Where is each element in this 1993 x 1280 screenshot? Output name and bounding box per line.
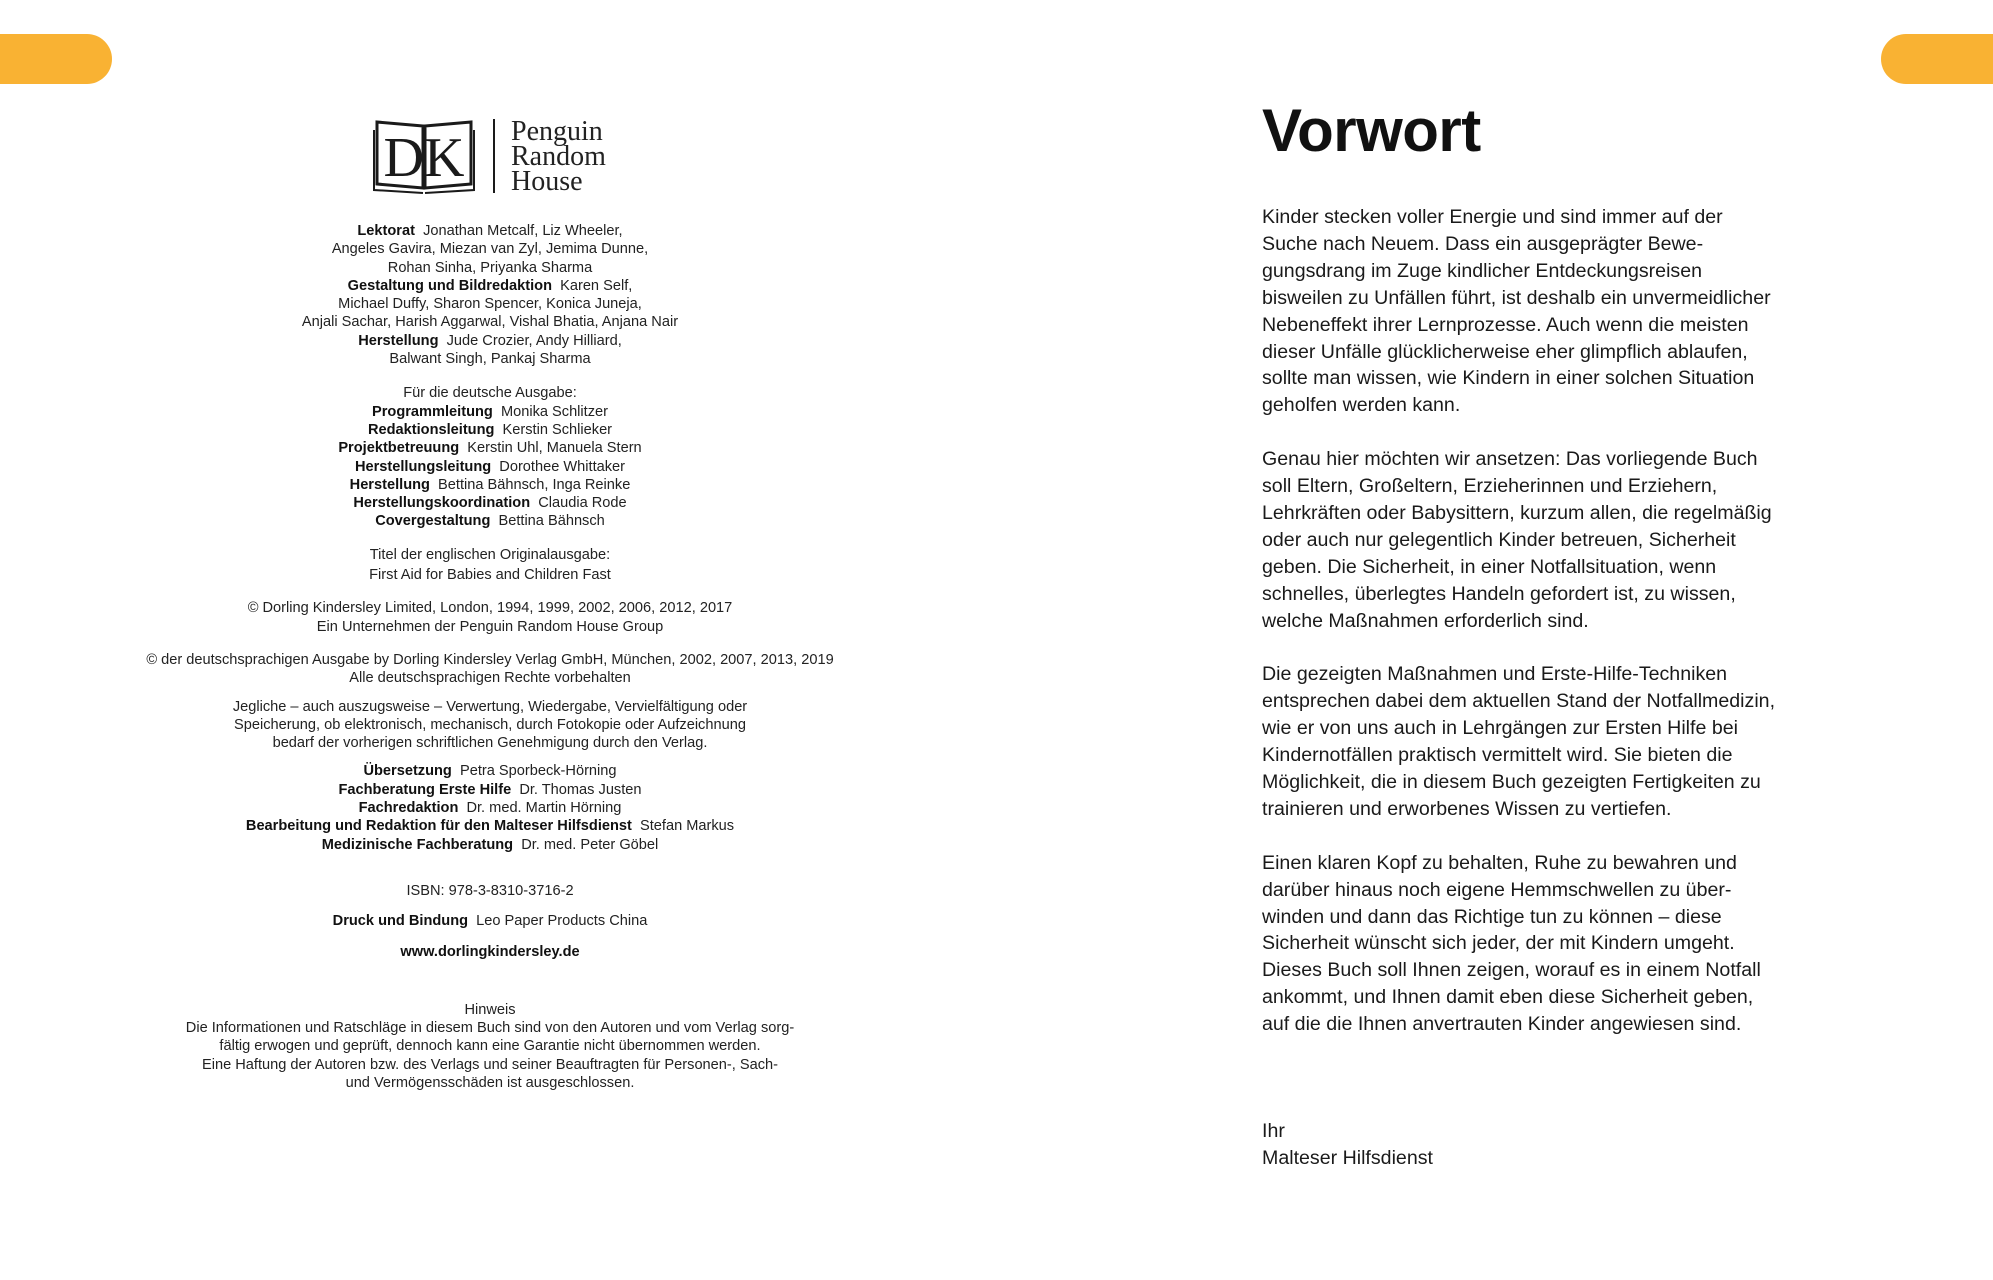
credit-label: Redaktionsleitung (367, 421, 495, 438)
notice-line: fältig erwogen und geprüft, dennoch kann eine Garantie nicht übernommen werden. (219, 1038, 761, 1055)
credit-text: Dorothee Whittaker (499, 458, 626, 475)
copyright-de: © der deutschsprachigen Ausgabe by Dorling Kindersley Verlag GmbH, München, 2002, 2007, 2013, 2019 (146, 651, 834, 668)
credit-label: Programmleitung (372, 403, 493, 420)
credit-label: Fachredaktion (358, 800, 459, 817)
credit-label: Herstellung (358, 332, 439, 349)
notice-line: Eine Haftung der Autoren bzw. des Verlags und seiner Beauftragten für Personen-, Sach- (202, 1056, 778, 1073)
publisher-line: House (511, 165, 583, 197)
credit-line (130, 259, 850, 277)
rights-line: Jegliche – auch auszugsweise – Verwertung, Wiedergabe, Vervielfältigung oder (232, 698, 748, 715)
credit-label: Medizinische Fachberatung (321, 836, 514, 853)
credit-line (130, 332, 850, 350)
credit-line (130, 277, 850, 295)
credit-line (130, 781, 850, 799)
signoff-greeting: Ihr (1262, 1120, 1285, 1142)
logo-divider (493, 119, 495, 193)
credit-text: Monika Schlitzer (500, 403, 608, 420)
rights-line: Speicherung, ob elektronisch, mechanisch, durch Fotokopie oder Aufzeichnung (234, 716, 746, 733)
credit-label: Fachberatung Erste Hilfe (338, 781, 512, 798)
credit-label: Herstellungskoordination (353, 495, 531, 512)
notice-line: und Vermögensschäden ist ausgeschlossen. (345, 1074, 635, 1091)
credit-line (130, 421, 850, 439)
credit-text: Rohan Sinha, Priyanka Sharma (387, 259, 593, 276)
credit-line (130, 313, 850, 331)
imprint-block (130, 222, 850, 1092)
credit-line (130, 512, 850, 530)
dk-book-logo-icon (373, 118, 475, 194)
credit-line (130, 295, 850, 313)
foreword-body (1262, 204, 1782, 1065)
isbn: ISBN: 978-3-8310-3716-2 (406, 882, 574, 899)
credit-text: Dr. med. Peter Göbel (521, 836, 659, 853)
credit-label: Herstellung (349, 476, 430, 493)
dk-logo-text: DK (383, 127, 465, 189)
signoff-author: Malteser Hilfsdienst (1262, 1146, 1433, 1169)
original-title: First Aid for Babies and Children Fast (369, 567, 611, 584)
credit-text: Kerstin Schlieker (502, 421, 613, 438)
credit-line (130, 458, 850, 476)
credit-text: Jude Crozier, Andy Hilliard, (446, 332, 622, 349)
credit-text: Anjali Sachar, Harish Aggarwal, Vishal Bhatia, Anjana Nair (301, 314, 679, 331)
credit-line (130, 350, 850, 368)
signoff (1262, 1118, 1433, 1172)
german-edition-heading: Für die deutsche Ausgabe: (403, 385, 577, 402)
page-edge-tab-right (1881, 34, 1993, 84)
page-edge-tab-left (0, 34, 112, 84)
website-text: www.dorlingkindersley.de (400, 943, 580, 960)
credit-text: Bettina Bähnsch (498, 513, 605, 530)
publisher-line: Penguin (511, 115, 603, 147)
credit-text: Kerstin Uhl, Manuela Stern (467, 440, 642, 457)
credit-line (130, 439, 850, 457)
credit-label: Projektbetreuung (338, 440, 460, 457)
printing-line (130, 912, 850, 930)
credit-text: Claudia Rode (538, 495, 627, 512)
credit-label: Übersetzung (363, 763, 452, 780)
credit-line (130, 817, 850, 835)
rights-line: bedarf der vorherigen schriftlichen Genehmigung durch den Verlag. (272, 735, 708, 752)
credit-label: Lektorat (357, 223, 415, 239)
credit-label: Herstellungsleitung (354, 458, 492, 475)
credit-line (130, 799, 850, 817)
credit-line (130, 494, 850, 512)
printing-text: Leo Paper Products China (476, 913, 648, 930)
printing-label: Druck und Bindung (332, 913, 469, 930)
credit-label: Gestaltung und Bildredaktion (347, 277, 552, 294)
credit-line (130, 403, 850, 421)
foreword-paragraph: Einen klaren Kopf zu behalten, Ruhe zu bewahren und darüber hinaus noch eigene Hemmschwellen zu überwinden und dann das Richtige tun zu können – diese Sicherheit wünscht sich jeder, der mit Kindern umgeht. Dieses Buch soll Ihnen zeigen, worauf es in einem Notfall ankommt, und Ihnen damit eben diese Sicherheit geben, auf die die Ihnen anvertrauten Kinder angewiesen sind. (1262, 851, 1761, 1036)
credit-line (130, 762, 850, 780)
credit-line (130, 222, 850, 240)
website-link[interactable] (130, 943, 850, 961)
credit-text: Balwant Singh, Pankaj Sharma (389, 351, 591, 368)
copyright-en-group: Ein Unternehmen der Penguin Random House Group (316, 618, 664, 635)
foreword-paragraph: Genau hier möchten wir ansetzen: Das vorliegende Buch soll Eltern, Großeltern, Erzieherinnen und Erziehern, Lehrkräften oder Babysittern, kurzum allen, die regelmäßig oder auch nur gelegentlich Kinder betreuen, Sicherheit geben. Die Sicherheit, in einer Notfallsituation, wenn schnelles, überlegtes Handeln gefordert ist, zu wissen, welche Maßnahmen erforderlich sind. (1262, 448, 1772, 632)
credit-text: Stefan Markus (640, 818, 735, 835)
credit-line (130, 836, 850, 854)
copyright-de-rights: Alle deutschsprachigen Rechte vorbehalten (349, 670, 631, 687)
foreword-paragraph: Die gezeigten Maßnahmen und Erste-Hilfe-Techniken entsprechen dabei dem aktuellen Stand der Notfallmedizin, wie er von uns auch in Lehrgängen zur Ersten Hilfe bei Kindernotfällen praktisch vermittelt wird. Sie bieten die Möglichkeit, die in diesem Buch gezeigten Fertigkeiten zu trainieren und erworbenes Wissen zu vertiefen. (1262, 663, 1776, 820)
credit-text: Michael Duffy, Sharon Spencer, Konica Juneja, (338, 296, 642, 313)
credit-line (130, 240, 850, 258)
credit-text: Dr. med. Martin Hörning (466, 800, 622, 817)
credit-text: Petra Sporbeck-Hörning (459, 763, 617, 780)
foreword-paragraph: Kinder stecken voller Energie und sind immer auf der Suche nach Neuem. Dass ein ausgeprägter Bewegungsdrang im Zuge kindlicher Entdeckungsreisen bisweilen zu Unfällen führt, ist deshalb ein unvermeidlicher Nebeneffekt ihrer Lernprozesse. Auch wenn die meisten dieser Unfälle glücklicherweise eher glimpflich ablaufen, sollte man wissen, wie Kindern in einer solchen Situation geholfen werden kann. (1262, 206, 1771, 417)
original-title-label: Titel der englischen Originalausgabe: (369, 546, 611, 563)
copyright-en: © Dorling Kindersley Limited, London, 1994, 1999, 2002, 2006, 2012, 2017 (247, 600, 733, 617)
credit-text: Angeles Gavira, Miezan van Zyl, Jemima Dunne, (331, 241, 649, 258)
credit-text: Jonathan Metcalf, Liz Wheeler, (423, 223, 623, 239)
credit-label: Bearbeitung und Redaktion für den Malteser Hilfsdienst (245, 818, 632, 835)
page-title: Vorwort (1262, 97, 1481, 164)
publisher-line: Random (511, 140, 606, 172)
credit-text: Karen Self, (560, 277, 633, 294)
publisher-logo (373, 115, 606, 197)
notice-heading: Hinweis (464, 1001, 516, 1018)
notice-line: Die Informationen und Ratschläge in diesem Buch sind von den Autoren und vom Verlag sorg- (185, 1020, 795, 1037)
credit-text: Dr. Thomas Justen (519, 781, 642, 798)
credit-line (130, 476, 850, 494)
publisher-wordmark (511, 115, 606, 197)
credit-text: Bettina Bähnsch, Inga Reinke (438, 476, 631, 493)
credit-label: Covergestaltung (375, 513, 491, 530)
